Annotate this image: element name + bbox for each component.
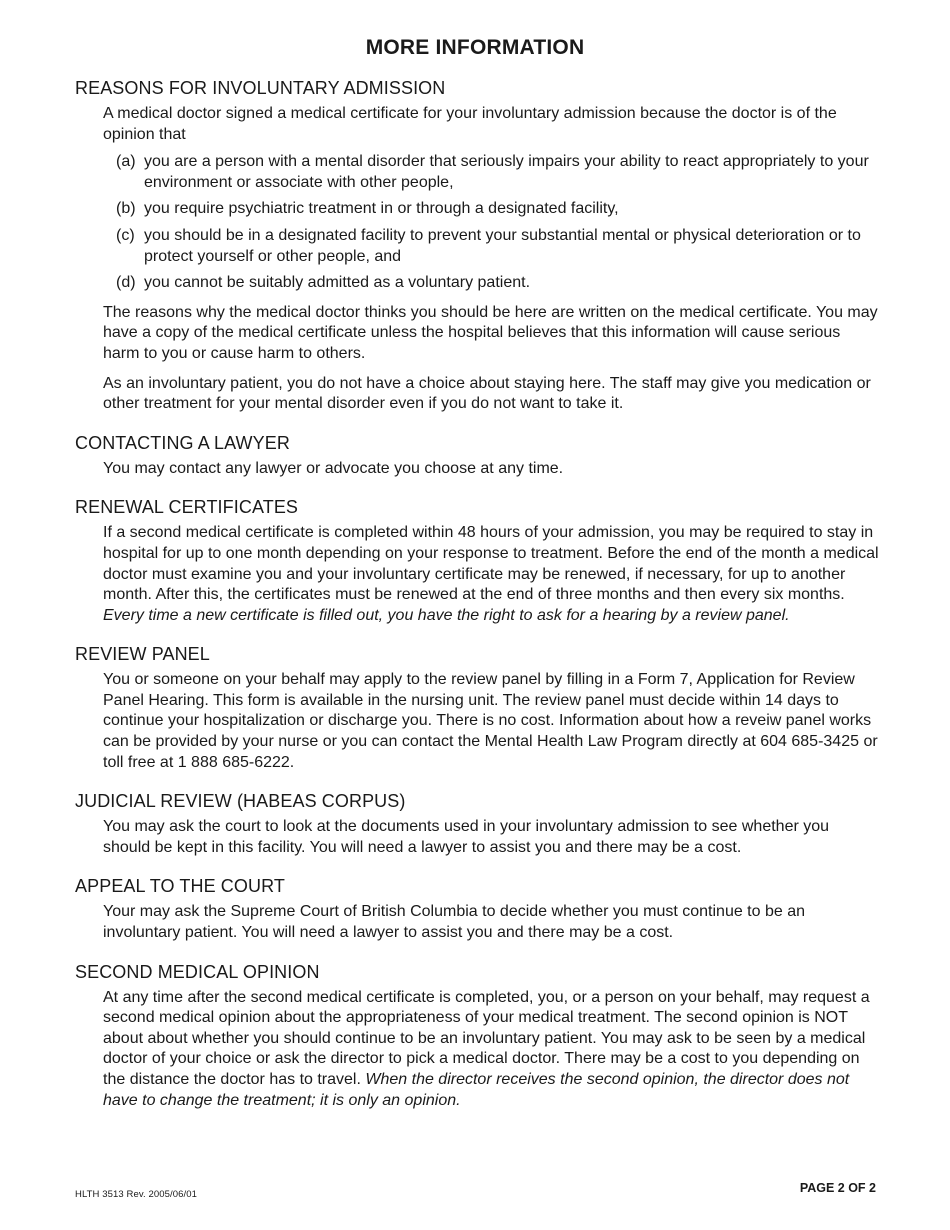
list-item xyxy=(116,199,880,220)
section-paragraph: A medical doctor signed a medical certificate for your involuntary admission because the doctor is of the opinion that xyxy=(103,105,837,143)
section-heading: REVIEW PANEL xyxy=(75,644,210,665)
section-heading: APPEAL TO THE COURT xyxy=(75,876,285,897)
section-heading: SECOND MEDICAL OPINION xyxy=(75,961,320,982)
section-paragraph: Your may ask the Supreme Court of British Columbia to decide whether you must continue to be an involuntary patient. You will need a lawyer to assist you and there may be a cost. xyxy=(103,903,806,942)
section-paragraph: As an involuntary patient, you do not have a choice about staying here. The staff may give you medication or other treatment for your mental disorder even if you do not want to take it. xyxy=(103,374,871,413)
section-appeal-court xyxy=(75,875,880,943)
list-marker: (d) xyxy=(116,274,136,292)
section-paragraph: You may ask the court to look at the documents used in your involuntary admission to see whether you should be kept in this facility. You will need a lawyer to assist you and there may be a cost. xyxy=(103,818,830,856)
section-reasons xyxy=(75,77,880,415)
section-contacting-lawyer xyxy=(75,432,880,480)
page-title: MORE INFORMATION xyxy=(365,36,585,59)
paragraph-text: If a second medical certificate is completed within 48 hours of your admission, you may be required to stay in hospital for up to one month depending on your response to treatment. Before the end of the month a medical doctor must examine you and your involuntary certificate may be renewed, if necessary, for up to another month. After this, the certificates must be renewed at the end of three months and then every six months. xyxy=(103,524,879,604)
list-item-text: you are a person with a mental disorder that seriously impairs your ability to react appropriately to your environment or associate with other people, xyxy=(144,153,869,191)
list-marker: (c) xyxy=(116,226,135,244)
section-paragraph xyxy=(103,523,880,626)
italic-note: When the director receives the second opinion, the director does not have to change the treatment; it is only an opinion. xyxy=(103,1071,850,1109)
list-item-text: you cannot be suitably admitted as a voluntary patient. xyxy=(144,274,531,292)
list-marker: (a) xyxy=(116,153,136,171)
list-item xyxy=(116,273,880,294)
criteria-list xyxy=(116,152,880,294)
list-item-text: you should be in a designated facility to prevent your substantial mental or physical deterioration or to protect yourself or other people, and xyxy=(144,226,861,265)
section-paragraph xyxy=(103,988,880,1112)
form-code: HLTH 3513 Rev. 2005/06/01 xyxy=(75,1189,198,1200)
document-body xyxy=(75,77,880,1111)
section-paragraph: You may contact any lawyer or advocate you choose at any time. xyxy=(103,459,564,477)
list-item xyxy=(116,226,880,267)
section-paragraph: You or someone on your behalf may apply to the review panel by filling in a Form 7, Application for Review Panel Hearing. This form is available in the nursing unit. The review panel must decide within 14 days to continue your hospitalization or discharge you. There is no cost. Information about how a reveiw panel works can be provided by your nurse or you can contact the Mental Health Law Program directly at 604 685-3425 or toll free at 1 888 685-6222. xyxy=(103,671,878,771)
section-renewal-certificates xyxy=(75,496,880,626)
section-heading: RENEWAL CERTIFICATES xyxy=(75,497,299,518)
paragraph-text: At any time after the second medical certificate is completed, you, or a person on your behalf, may request a second medical opinion about the appropriateness of your medical treatment. The second opinion is NOT about about whether you should continue to be an involuntary patient. You may ask to be seen by a medical doctor of your choice or ask the director to pick a medical doctor. There may be a cost to you depending on the distance the doctor has to travel. xyxy=(103,988,870,1088)
section-review-panel xyxy=(75,643,880,773)
section-heading: CONTACTING A LAWYER xyxy=(75,432,290,453)
section-second-opinion xyxy=(75,961,880,1112)
section-judicial-review xyxy=(75,790,880,858)
section-heading: REASONS FOR INVOLUNTARY ADMISSION xyxy=(75,78,446,98)
section-heading: JUDICIAL REVIEW (HABEAS CORPUS) xyxy=(75,791,406,812)
list-item xyxy=(116,152,880,193)
list-item-text: you require psychiatric treatment in or through a designated facility, xyxy=(144,200,619,218)
italic-note: Every time a new certificate is filled out, you have the right to ask for a hearing by a review panel. xyxy=(103,606,790,624)
page-number: PAGE 2 OF 2 xyxy=(799,1181,876,1195)
list-marker: (b) xyxy=(116,200,136,218)
section-paragraph: The reasons why the medical doctor thinks you should be here are written on the medical certificate. You may have a copy of the medical certificate unless the hospital believes that this information will cause serious harm to you or cause harm to others. xyxy=(103,303,878,362)
